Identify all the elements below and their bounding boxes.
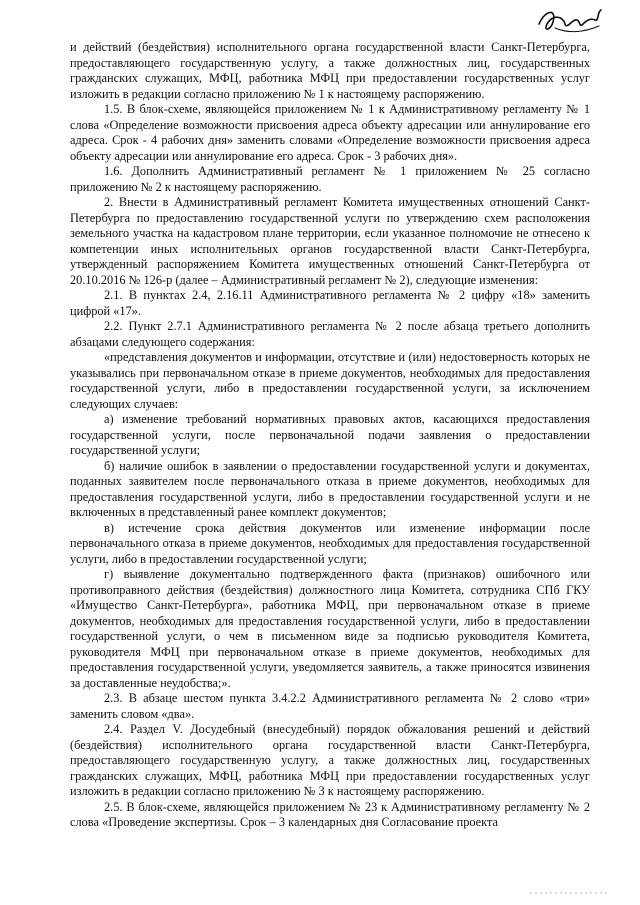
- list-item-g: г) выявление документально подтвержденного факта (признаков) ошибочного или противоправного действия (бездействия) должностного лица Комитета, сотрудника СПб ГКУ «Имущество Санкт-Петербурга», работника МФЦ, при первоначальном отказе в приеме документов, необходимых для предоставления государственной услуги, либо в предоставлении государственной услуги, о чем в письменном виде за подписью руководителя Комитета, руководителя МФЦ при первоначальном отказе в приеме документов, необходимых для предоставления государственной услуги, уведомляется заявитель, а также приносятся извинения за доставленные неудобства;».: [70, 567, 590, 690]
- paragraph-2-4: 2.4. Раздел V. Досудебный (внесудебный) порядок обжалования решений и действий (бездействия) исполнительного органа государственной власти Санкт-Петербурга, предоставляющего государственную услугу, а также должностных лиц, государственных гражданских служащих, МФЦ, работника МФЦ при предоставлении государственных услуг изложить в редакции согласно приложению № 3 к настоящему распоряжению.: [70, 722, 590, 798]
- paragraph-2-3: 2.3. В абзаце шестом пункта 3.4.2.2 Административного регламента № 2 слово «три» заменить словом «два».: [70, 691, 590, 721]
- paragraph-1-6: 1.6. Дополнить Административный регламент № 1 приложением № 25 согласно приложению № 2 к настоящему распоряжению.: [70, 164, 590, 194]
- list-item-a: а) изменение требований нормативных правовых актов, касающихся предоставления государственной услуги, после первоначальной подачи заявления о предоставлении государственной услуги;: [70, 412, 590, 457]
- paragraph-continuation: и действий (бездействия) исполнительного органа государственной власти Санкт-Петербурга, предоставляющего государственную услугу, а также должностных лиц, государственных гражданских служащих, МФЦ, работника МФЦ при предоставлении государственных услуг изложить в редакции согласно приложению № 1 к настоящему распоряжению.: [70, 40, 590, 101]
- scan-artifact-line: [530, 892, 610, 894]
- list-item-b: б) наличие ошибок в заявлении о предоставлении государственной услуги и документах, поданных заявителем после первоначального отказа в приеме документов, необходимых для предоставления государственной услуги, либо в предоставлении государственной услуги и не включенных в представленный ранее комплект документов;: [70, 458, 590, 519]
- paragraph-2-5: 2.5. В блок-схеме, являющейся приложением № 23 к Административному регламенту № 2 слова «Проведение экспертизы. Срок – 3 календарных дня Согласование проекта: [70, 799, 590, 829]
- paragraph-2: 2. Внести в Административный регламент Комитета имущественных отношений Санкт-Петербурга по предоставлению государственной услуги по утверждению схем расположения земельного участка на кадастровом плане территории, если указанное полномочие не отнесено к компетенции иных исполнительных органов государственной власти Санкт-Петербурга, утвержденный распоряжением Комитета имущественных отношений Санкт-Петербурга от 20.10.2016 № 126-р (далее – Административный регламент № 2), следующие изменения:: [70, 195, 590, 287]
- paragraph-2-1: 2.1. В пунктах 2.4, 2.16.11 Административного регламента № 2 цифру «18» заменить цифрой «17».: [70, 288, 590, 318]
- paragraph-1-5: 1.5. В блок-схеме, являющейся приложением № 1 к Административному регламенту № 1 слова «Определение возможности присвоения адреса объекту адресации или аннулирование его адреса. Срок - 4 рабочих дня» заменить словами «Определение возможности присвоения адреса объекту адресации или аннулирование его адреса. Срок - 3 рабочих дня».: [70, 102, 590, 163]
- quoted-paragraph: «представления документов и информации, отсутствие и (или) недостоверность которых не указывались при первоначальном отказе в приеме документов, необходимых для предоставления государственной услуги, либо в предоставлении государственной услуги, за исключением следующих случаев:: [70, 350, 590, 411]
- document-body: [70, 40, 590, 831]
- list-item-v: в) истечение срока действия документов или изменение информации после первоначального отказа в приеме документов, необходимых для предоставления государственной услуги, либо в предоставлении государственной услуги;: [70, 520, 590, 566]
- paragraph-2-2: 2.2. Пункт 2.7.1 Административного регламента № 2 после абзаца третьего дополнить абзацами следующего содержания:: [70, 319, 590, 349]
- handwritten-signature: [535, 4, 605, 38]
